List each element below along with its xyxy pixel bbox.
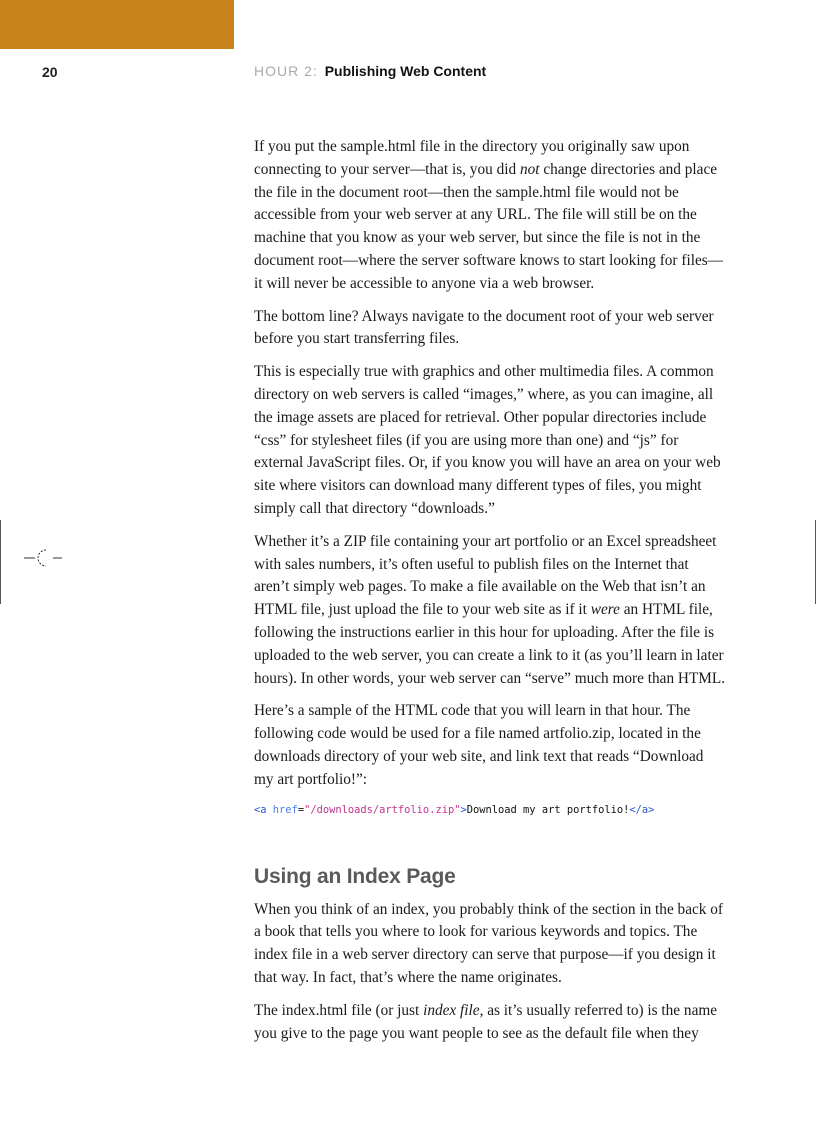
main-content	[254, 136, 726, 1055]
code-attribute-value: "/downloads/artfolio.zip"	[304, 803, 461, 816]
code-close-tag: </a>	[629, 803, 655, 816]
running-head	[254, 63, 486, 79]
code-sample	[254, 802, 726, 818]
code-open-tag: <a	[254, 803, 267, 816]
code-gt: >	[460, 803, 467, 816]
emphasis-were: were	[590, 601, 620, 619]
paragraph-index-file: The index.html file (or just index file, as it’s usually referred to) is the name you give to the page you want people to see as the default file when they	[254, 1001, 718, 1042]
section-heading: Using an Index Page	[254, 864, 456, 888]
paragraph-multimedia: This is especially true with graphics and other multimedia files. A common directory on web servers is called “images,” where, as you can imagine, all the image assets are placed for retrieval. Other popular directories include “css” for stylesheet files (if you are using more than one) and “js” for external JavaScript files. Or, if you know you will have an area on your web site where visitors can download many different types of files, you might simply call that directory “downloads.”	[254, 363, 721, 517]
hour-label: HOUR 2	[254, 63, 313, 79]
crop-mark-icon	[24, 546, 64, 570]
left-margin-rule	[0, 520, 1, 604]
paragraph-code-intro: Here’s a sample of the HTML code that you will learn in that hour. The following code would be used for a file named artfolio.zip, located in the downloads directory of your web site, and link text that reads “Download my art portfolio!”:	[254, 702, 704, 788]
emphasis-not: not	[519, 160, 540, 178]
corner-color-block	[0, 0, 234, 49]
page-number: 20	[42, 64, 58, 80]
chapter-title: Publishing Web Content	[324, 63, 487, 79]
paragraph-bottom-line: The bottom line? Always navigate to the document root of your web server before you start transferring files.	[254, 307, 714, 348]
paragraph-document-root: If you put the sample.html file in the directory you originally saw upon connecting to your server—that is, you did not change directories and place the file in the document root—then the sample.html file would not be accessible from your web server at any URL. The file will still be on the machine that you know as your web server, but since the file is not in the document root—where the server software knows to start looking for files—it will never be accessible to anyone via a web browser.	[254, 138, 723, 292]
paragraph-zip-files: Whether it’s a ZIP file containing your art portfolio or an Excel spreadsheet with sales numbers, it’s often useful to publish files on the Internet that aren’t simply web pages. To make a file available on the Web that isn’t an HTML file, just upload the file to your web site as if it were an HTML file, following the instructions earlier in this hour for uploading. After the file is uploaded to the web server, you can create a link to it (as you’ll learn in later hours). In other words, your web server can “serve” much more than HTML.	[254, 532, 726, 687]
code-link-text: Download my art portfolio!	[466, 803, 630, 816]
code-equals: =	[297, 803, 305, 816]
hour-colon: :	[312, 63, 317, 79]
code-attribute: href	[272, 803, 298, 816]
emphasis-index-file: index file	[423, 1001, 480, 1019]
paragraph-index-intro: When you think of an index, you probably think of the section in the back of a book that tells you where to look for various keywords and topics. The index file in a web server directory can serve that purpose—if you design it that way. In fact, that’s where the name originates.	[254, 900, 723, 986]
